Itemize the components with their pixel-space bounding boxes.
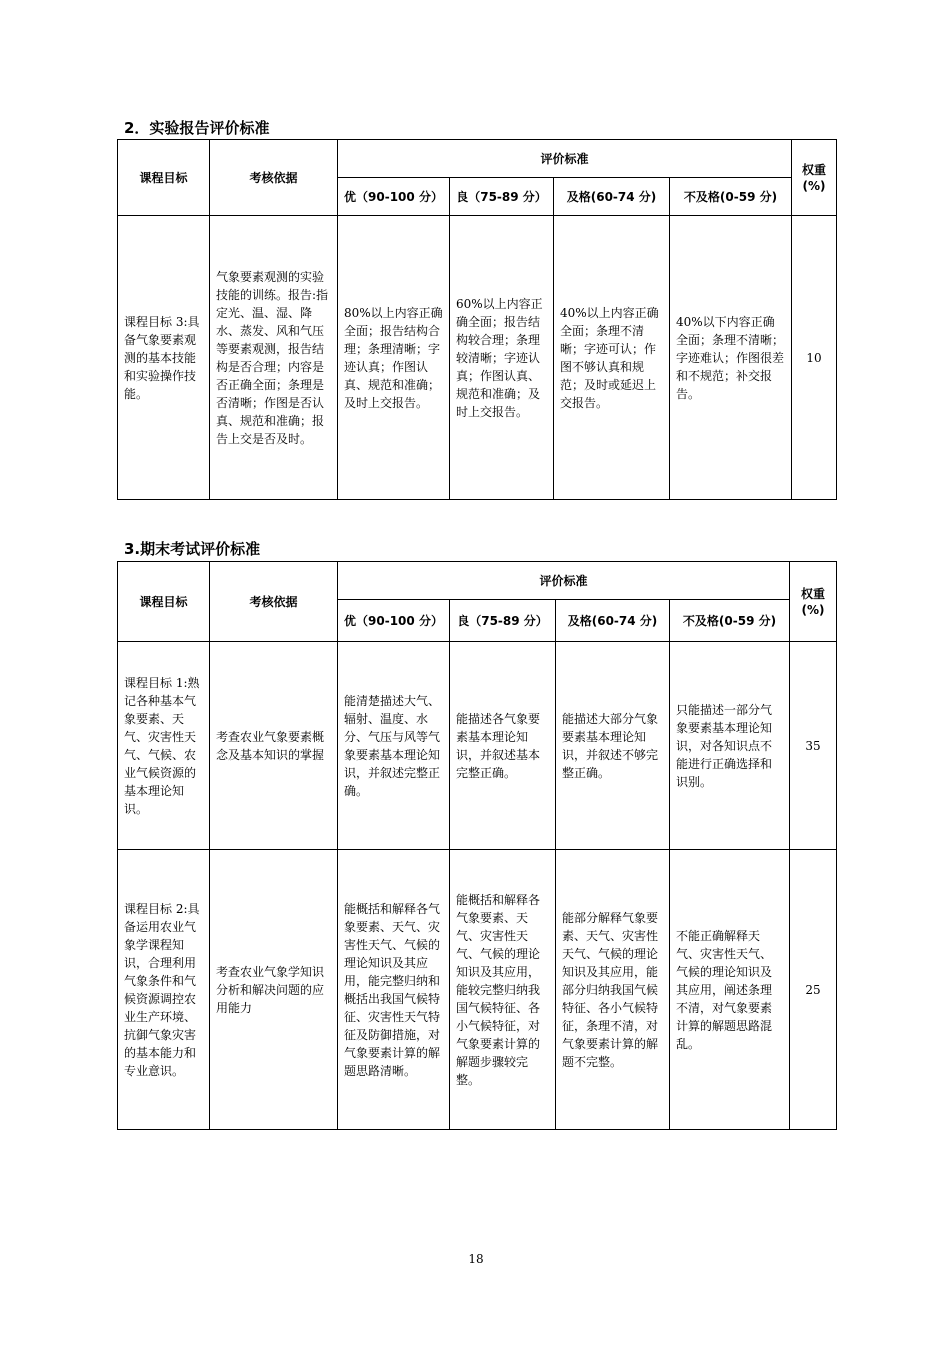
header-evaluation-criteria: 评价标准 <box>338 562 790 600</box>
table-row <box>118 850 837 1130</box>
header-fail: 不及格(0-59 分) <box>670 600 790 642</box>
header-excellent: 优（90-100 分） <box>338 178 450 216</box>
cell-course-goal: 课程目标 2:具备运用农业气象学课程知识，合理利用气象条件和气候资源调控农业生产环境、抗御气象灾害的基本能力和专业意识。 <box>118 850 210 1130</box>
cell-good: 60%以上内容正确全面；报告结构较合理；条理较清晰；字迹认真；作图认真、规范和准确；及时上交报告。 <box>450 216 554 500</box>
header-pass: 及格(60-74 分) <box>554 178 670 216</box>
header-weight: 权重(%) <box>792 140 837 216</box>
cell-course-goal: 课程目标 1:熟记各种基本气象要素、天气、灾害性天气、气候、农业气候资源的基本理论知识。 <box>118 642 210 850</box>
cell-good: 能概括和解释各气象要素、天气、灾害性天气、气候的理论知识及其应用，能较完整归纳我国气候特征、各小气候特征，对气象要素计算的解题步骤较完整。 <box>450 850 556 1130</box>
header-row <box>118 140 837 178</box>
header-course-goal: 课程目标 <box>118 140 210 216</box>
cell-fail: 只能描述一部分气象要素基本理论知识，对各知识点不能进行正确选择和识别。 <box>670 642 790 850</box>
cell-assessment-basis: 考查农业气象学知识分析和解决问题的应用能力 <box>210 850 338 1130</box>
header-assessment-basis: 考核依据 <box>210 562 338 642</box>
cell-course-goal: 课程目标 3:具备气象要素观测的基本技能和实验操作技能。 <box>118 216 210 500</box>
cell-excellent: 能概括和解释各气象要素、天气、灾害性天气、气候的理论知识及其应用，能完整归纳和概括出我国气候特征、灾害性天气特征及防御措施，对气象要素计算的解题思路清晰。 <box>338 850 450 1130</box>
header-course-goal: 课程目标 <box>118 562 210 642</box>
page-number: 18 <box>468 1252 484 1266</box>
cell-weight: 35 <box>790 642 837 850</box>
cell-excellent: 能清楚描述大气、辐射、温度、水分、气压与风等气象要素基本理论知识，并叙述完整正确。 <box>338 642 450 850</box>
header-weight: 权重(%) <box>790 562 837 642</box>
cell-assessment-basis: 考查农业气象要素概念及基本知识的掌握 <box>210 642 338 850</box>
section-title-final-exam: 3.期末考试评价标准 <box>124 540 261 558</box>
lab-report-criteria-table <box>117 139 837 500</box>
cell-weight: 10 <box>792 216 837 500</box>
header-assessment-basis: 考核依据 <box>210 140 338 216</box>
cell-pass: 能部分解释气象要素、天气、灾害性天气、气候的理论知识及其应用，能部分归纳我国气候特征、各小气候特征，条理不清，对气象要素计算的解题不完整。 <box>556 850 670 1130</box>
cell-pass: 40%以上内容正确全面；条理不清晰；字迹可认；作图不够认真和规范；及时或延迟上交报告。 <box>554 216 670 500</box>
cell-weight: 25 <box>790 850 837 1130</box>
header-fail: 不及格(0-59 分) <box>670 178 792 216</box>
header-row <box>118 562 837 600</box>
section-title-lab-report: 2．实验报告评价标准 <box>124 119 270 137</box>
header-excellent: 优（90-100 分） <box>338 600 450 642</box>
cell-excellent: 80%以上内容正确全面；报告结构合理；条理清晰；字迹认真；作图认真、规范和准确；及时上交报告。 <box>338 216 450 500</box>
final-exam-criteria-table <box>117 561 837 1130</box>
header-pass: 及格(60-74 分) <box>556 600 670 642</box>
header-good: 良（75-89 分） <box>450 178 554 216</box>
header-good: 良（75-89 分） <box>450 600 556 642</box>
cell-fail: 不能正确解释天气、灾害性天气、气候的理论知识及其应用，阐述条理不清，对气象要素计算的解题思路混乱。 <box>670 850 790 1130</box>
cell-fail: 40%以下内容正确全面；条理不清晰；字迹难认；作图很差和不规范；补交报告。 <box>670 216 792 500</box>
table-row <box>118 642 837 850</box>
cell-pass: 能描述大部分气象要素基本理论知识，并叙述不够完整正确。 <box>556 642 670 850</box>
table-row <box>118 216 837 500</box>
cell-good: 能描述各气象要素基本理论知识，并叙述基本完整正确。 <box>450 642 556 850</box>
cell-assessment-basis: 气象要素观测的实验技能的训练。报告:指定光、温、湿、降水、蒸发、风和气压等要素观测，报告结构是否合理；内容是否正确全面；条理是否清晰；作图是否认真、规范和准确；报告上交是否及时。 <box>210 216 338 500</box>
header-evaluation-criteria: 评价标准 <box>338 140 792 178</box>
